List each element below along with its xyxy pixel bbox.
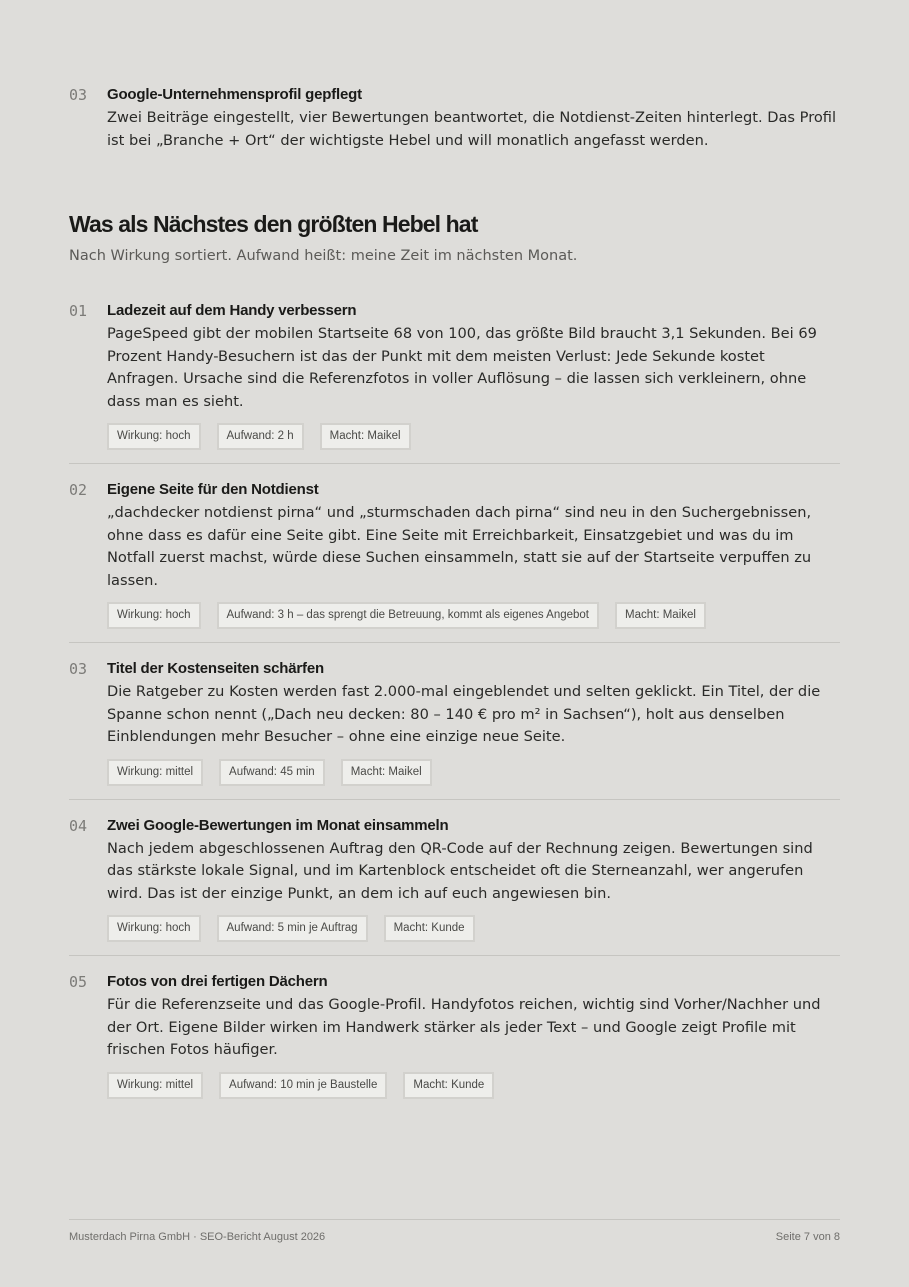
- item-text: „dachdecker notdienst pirna“ und „sturmschaden dach pirna“ sind neu in den Suchergebnissen, ohne dass es dafür eine Seite gibt. Eine Seite mit Erreichbarkeit, Einsatzgebiet und was du im Notfall zuerst machst, würde diese Suchen einsammeln, statt sie auf der Startseite verpuffen zu lassen.: [107, 504, 812, 589]
- item-text: PageSpeed gibt der mobilen Startseite 68 von 100, das größte Bild braucht 3,1 Sekunden. Bei 69 Prozent Handy-Besuchern ist das der Punkt mit dem meisten Verlust: Jede Sekunde kostet Anfragen. Ursache sind die Referenzfotos in voller Auflösung – die lassen sich verkleinern, ohne dass man es sieht.: [107, 325, 817, 410]
- page-footer: [69, 1219, 840, 1243]
- recommendation-item: [69, 643, 840, 799]
- item-tags: [107, 1072, 840, 1099]
- tag-badge: Wirkung: mittel: [107, 759, 203, 786]
- item-body: [107, 480, 840, 629]
- tag-badge: Aufwand: 3 h – das sprengt die Betreuung, kommt als eigenes Angebot: [217, 602, 600, 629]
- tag-badge: Wirkung: mittel: [107, 1072, 203, 1099]
- recommendation-item: [69, 956, 840, 1112]
- tag-badge: Macht: Maikel: [320, 423, 411, 450]
- item-tags: [107, 602, 840, 629]
- item-text: Für die Referenzseite und das Google-Profil. Handyfotos reichen, wichtig sind Vorher/Nachher und der Ort. Eigene Bilder wirken im Handwerk stärker als jeder Text – und Google zeigt Profile mit frischen Fotos häufiger.: [107, 996, 821, 1058]
- tag-badge: Aufwand: 5 min je Auftrag: [217, 915, 368, 942]
- recommendation-list: [69, 301, 840, 1112]
- tag-badge: Macht: Kunde: [384, 915, 475, 942]
- item-title: Eigene Seite für den Notdienst: [107, 481, 319, 498]
- item-body: [107, 659, 840, 786]
- tag-badge: Macht: Maikel: [341, 759, 432, 786]
- tag-badge: Macht: Maikel: [615, 602, 706, 629]
- tag-badge: Aufwand: 10 min je Baustelle: [219, 1072, 387, 1099]
- item-tags: [107, 759, 840, 786]
- completed-item: [69, 85, 840, 152]
- item-text: Die Ratgeber zu Kosten werden fast 2.000-mal eingeblendet und selten geklickt. Ein Titel, der die Spanne schon nennt („Dach neu decken: 80 – 140 € pro m² in Sachsen“), holt aus denselben Einblendungen mehr Besucher – ohne eine einzige neue Seite.: [107, 683, 821, 745]
- item-title: Fotos von drei fertigen Dächern: [107, 973, 328, 990]
- item-number: 01: [69, 302, 88, 320]
- item-tags: [107, 915, 840, 942]
- recommendation-item: [69, 464, 840, 642]
- footer-company: Musterdach Pirna GmbH · SEO-Bericht August 2026: [69, 1231, 326, 1243]
- item-text: Nach jedem abgeschlossenen Auftrag den QR-Code auf der Rechnung zeigen. Bewertungen sind das stärkste lokale Signal, und im Kartenblock entscheidet oft die Sterneanzahl, wer angerufen wird. Das ist der einzige Punkt, an dem ich auf euch angewiesen bin.: [107, 839, 813, 902]
- footer-page-number: Seite 7 von 8: [775, 1231, 840, 1243]
- tag-badge: Aufwand: 45 min: [219, 759, 325, 786]
- item-title: Zwei Google-Bewertungen im Monat einsammeln: [107, 816, 449, 834]
- item-tags: [107, 423, 840, 450]
- recommendation-item: [69, 800, 840, 956]
- tag-badge: Wirkung: hoch: [107, 423, 201, 450]
- item-body: [107, 85, 840, 152]
- item-text: Zwei Beiträge eingestellt, vier Bewertungen beantwortet, die Notdienst-Zeiten hinterlegt. Das Profil ist bei „Branche + Ort“ der wichtigste Hebel und will monatlich angefasst werden.: [107, 109, 837, 149]
- item-body: [107, 816, 840, 943]
- tag-badge: Macht: Kunde: [403, 1072, 494, 1099]
- item-number: 04: [69, 816, 88, 835]
- tag-badge: Aufwand: 2 h: [217, 423, 304, 450]
- section-subheading: Nach Wirkung sortiert. Aufwand heißt: meine Zeit im nächsten Monat.: [69, 248, 578, 264]
- section-heading: Was als Nächstes den größten Hebel hat: [69, 211, 478, 237]
- item-title: Titel der Kostenseiten schärfen: [107, 660, 324, 677]
- item-body: [107, 301, 840, 450]
- item-body: [107, 972, 840, 1099]
- item-number: 03: [69, 660, 88, 678]
- item-title: Google-Unternehmensprofil gepflegt: [107, 86, 362, 103]
- recommendation-item: [69, 301, 840, 463]
- item-number: 03: [69, 86, 88, 104]
- tag-badge: Wirkung: hoch: [107, 602, 201, 629]
- tag-badge: Wirkung: hoch: [107, 915, 201, 942]
- item-number: 05: [69, 973, 88, 991]
- item-title: Ladezeit auf dem Handy verbessern: [107, 302, 357, 319]
- item-number: 02: [69, 481, 88, 499]
- report-page: [69, 0, 840, 1287]
